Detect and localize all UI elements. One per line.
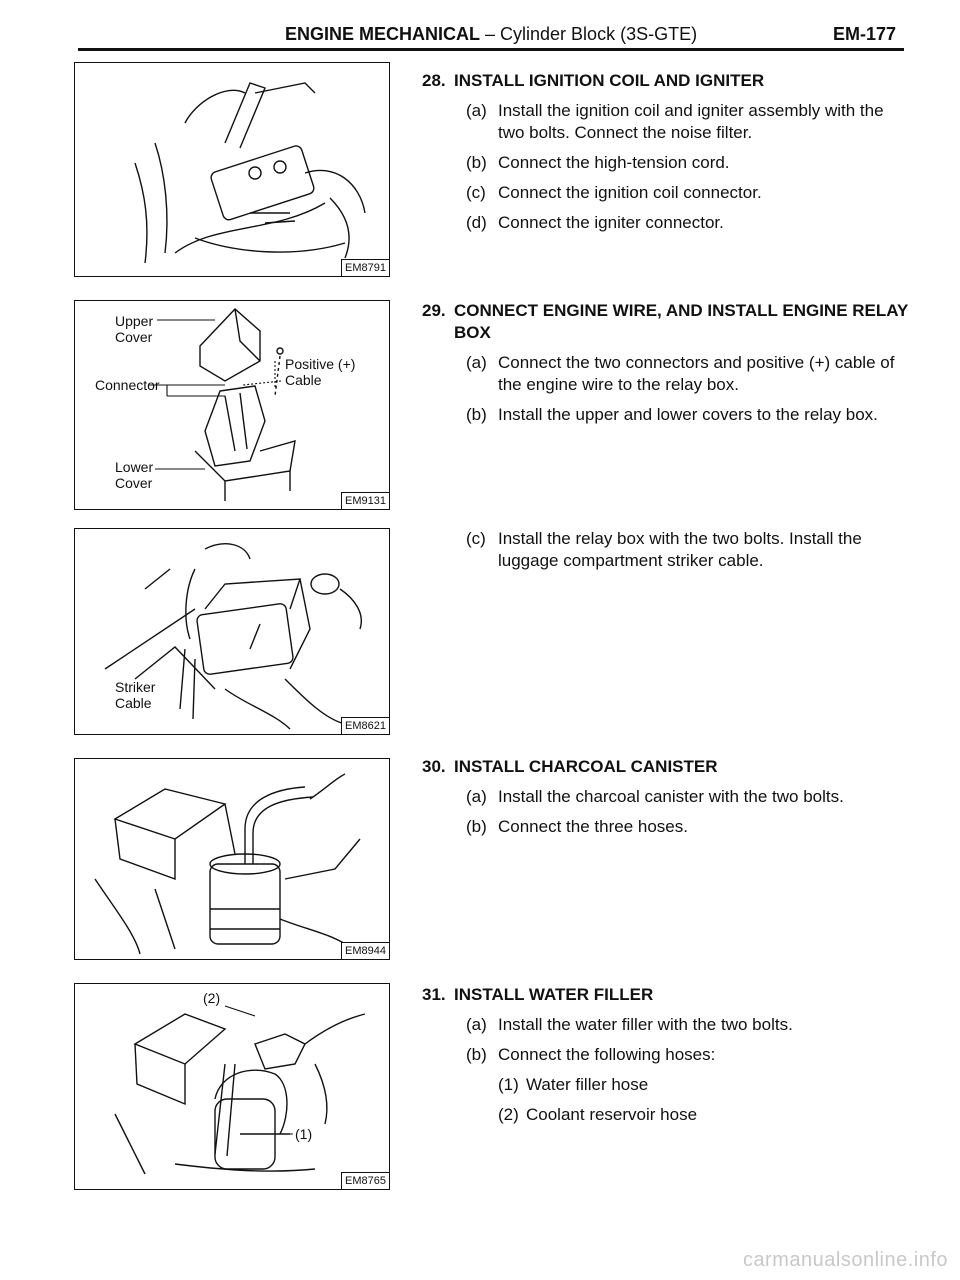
step-item: (b) Connect the following hoses: (466, 1045, 716, 1064)
step-item: (c) Install the relay box with the two bolts. Install the luggage compartment striker cable. (466, 529, 862, 570)
section-subtitle: – Cylinder Block (3S-GTE) (480, 24, 698, 44)
step-item: (a) Install the charcoal canister with the two bolts. (466, 787, 844, 806)
step-item: (a) Install the water filler with the two bolts. (466, 1015, 793, 1034)
section-title: ENGINE MECHANICAL (285, 24, 481, 44)
header-rule (78, 48, 904, 51)
step-subitem: (2) Coolant reservoir hose (498, 1105, 698, 1124)
figure-code: EM8765 (341, 1172, 389, 1189)
step-item: (c) Connect the ignition coil connector. (466, 183, 762, 202)
ignition-coil-illustration (75, 63, 389, 276)
striker-cable-label: Striker Cable (115, 679, 156, 711)
step-item: (d) Connect the igniter connector. (466, 213, 724, 232)
charcoal-canister-illustration (75, 759, 389, 959)
step-29 (422, 300, 912, 426)
figure-code: EM8944 (341, 942, 389, 959)
step-item: (a) Install the ignition coil and igniter assembly with the two bolts. Connect the noise filter. (466, 101, 884, 142)
page-header (80, 22, 902, 46)
coolant-hose-callout: (1) (295, 1126, 313, 1142)
figure-water-filler (74, 983, 390, 1190)
step-heading: 31. INSTALL WATER FILLER (422, 985, 654, 1004)
step-heading: 29. CONNECT ENGINE WIRE, AND INSTALL ENGINE RELAY BOX (422, 301, 909, 342)
figure-code: EM8621 (341, 717, 389, 734)
figure-ignition-coil (74, 62, 390, 277)
step-item: (a) Connect the two connectors and positive (+) cable of the engine wire to the relay box. (466, 353, 895, 394)
connector-label: Connector (95, 377, 160, 393)
figure-code: EM9131 (341, 492, 389, 509)
step-item: (b) Install the upper and lower covers to the relay box. (466, 405, 878, 424)
step-subitem: (1) Water filler hose (498, 1075, 649, 1094)
step-30 (422, 756, 912, 838)
step-item: (b) Connect the high-tension cord. (466, 153, 730, 172)
figure-code: EM8791 (341, 259, 389, 276)
lower-cover-label: Lower Cover (115, 459, 154, 491)
upper-cover-label: Upper Cover (115, 313, 154, 345)
step-28 (422, 70, 912, 234)
figure-relay-box (74, 300, 390, 510)
figure-charcoal-canister (74, 758, 390, 960)
water-filler-hose-callout: (2) (203, 990, 221, 1006)
step-29-continued (422, 528, 912, 572)
page-title (285, 24, 697, 45)
step-31 (422, 984, 912, 1126)
watermark: carmanualsonline.info (742, 1249, 948, 1271)
figure-striker-cable (74, 528, 390, 735)
step-heading: 30. INSTALL CHARCOAL CANISTER (422, 757, 718, 776)
page-number: EM-177 (832, 24, 896, 44)
water-filler-illustration (75, 984, 389, 1189)
step-heading: 28. INSTALL IGNITION COIL AND IGNITER (422, 71, 765, 90)
step-item: (b) Connect the three hoses. (466, 817, 688, 836)
positive-cable-label: Positive (+) Cable (285, 356, 356, 388)
